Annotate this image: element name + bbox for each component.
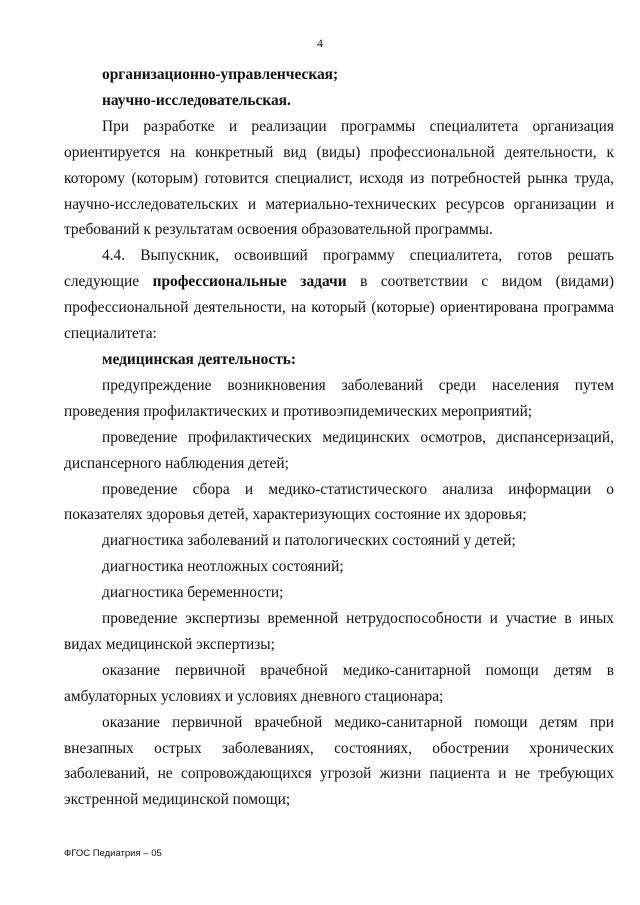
task-item: оказание первичной врачебной медико-санитарной помощи детям в амбулаторных условиях и условиях дневного стационара; (64, 661, 614, 705)
professional-tasks-term: профессиональные задачи (152, 273, 347, 291)
paragraph-4-4-text-end: в соответствии с видом (видами) профессиональной деятельности, на который (которые) ориентирована программа специалитета: (64, 273, 615, 343)
document-body (64, 62, 614, 813)
task-item: предупреждение возникновения заболеваний среди населения путем проведения профилактических и противоэпидемических мероприятий; (64, 376, 614, 420)
page-footer: ФГОС Педиатрия – 05 (64, 848, 162, 859)
task-item: диагностика беременности; (102, 584, 284, 602)
task-item: оказание первичной врачебной медико-санитарной помощи детям при внезапных острых заболеваниях, состояниях, обострении хронических заболеваний, не сопровождающихся угрозой жизни пациента и не требующих экстренной медицинской помощи; (64, 713, 614, 809)
activity-type-research: научно-исследовательская. (102, 91, 291, 109)
page-number: 4 (317, 36, 323, 50)
paragraph-program-orientation: При разработке и реализации программы специалитета организация ориентируется на конкретный вид (виды) профессиональной деятельности, к которому (которым) готовится специалист, исходя из потребностей рынка труда, научно-исследовательских и материально-технических ресурсов организации и требований к результатам освоения образовательной программы. (64, 117, 614, 239)
task-item: диагностика заболеваний и патологических состояний у детей; (102, 532, 516, 550)
paragraph-4-4 (64, 243, 614, 347)
task-item: проведение профилактических медицинских осмотров, диспансеризаций, диспансерного наблюдения детей; (64, 428, 614, 472)
task-item: проведение сбора и медико-статистического анализа информации о показателях здоровья детей, характеризующих состояние их здоровья; (64, 480, 614, 524)
activity-type-org-management: организационно-управленческая; (102, 66, 339, 83)
task-item: диагностика неотложных состояний; (102, 558, 344, 576)
task-item: проведение экспертизы временной нетрудоспособности и участие в иных видах медицинской экспертизы; (64, 610, 614, 653)
section-heading-medical-activity: медицинская деятельность: (102, 350, 297, 368)
paragraph-4-4-text-start: 4.4. Выпускник, освоивший программу специалитета, готов решать следующие (64, 247, 614, 291)
